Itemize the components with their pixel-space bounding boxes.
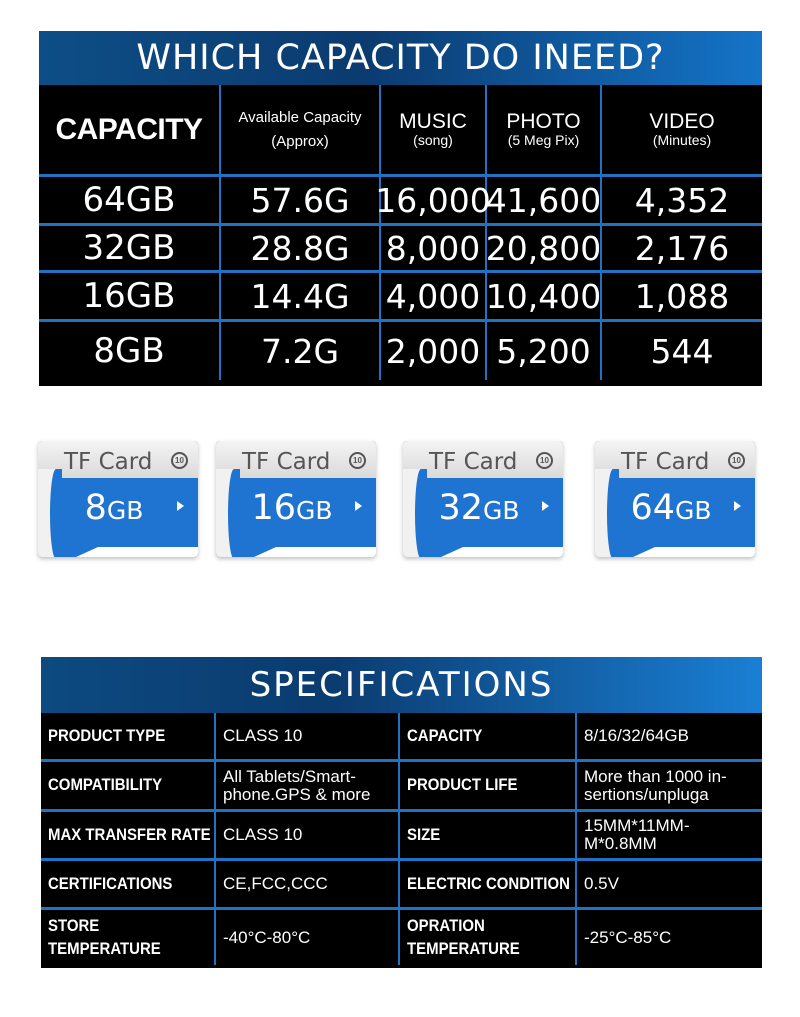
row-capacity: 64GB	[39, 177, 221, 226]
row-available: 28.8G	[221, 226, 381, 273]
row-capacity: 16GB	[39, 273, 221, 322]
card-title: TF Card	[429, 449, 518, 475]
class-10-icon: 10	[536, 452, 553, 469]
row-music: 4,000	[381, 273, 487, 322]
header-photo-main: PHOTO	[506, 110, 581, 134]
spec-value-text: 15MM*11MM-M*0.8MM	[584, 816, 690, 853]
header-available-capacity	[221, 85, 381, 177]
card-size-number: 32	[438, 488, 483, 528]
row-capacity: 8GB	[39, 322, 221, 380]
spec-value-text: CLASS 10	[223, 726, 303, 746]
card-side-stripe	[216, 469, 234, 557]
spec-label	[41, 812, 216, 861]
card-side-stripe	[595, 469, 613, 557]
card-title: TF Card	[64, 449, 153, 475]
card-side-stripe	[38, 469, 56, 557]
spec-value-text: 8/16/32/64GB	[584, 726, 689, 746]
header-photo	[487, 85, 602, 177]
row-video: 4,352	[602, 177, 762, 226]
specifications-grid	[41, 713, 762, 968]
card-notch	[98, 547, 198, 557]
specifications-table	[41, 657, 762, 968]
card-capacity	[58, 488, 170, 528]
card-notch	[463, 547, 563, 557]
row-music: 8,000	[381, 226, 487, 273]
row-available: 14.4G	[221, 273, 381, 322]
spec-value-text: CLASS 10	[223, 825, 303, 845]
card-capacity	[423, 488, 535, 528]
capacity-table	[39, 31, 762, 386]
spec-value	[577, 713, 762, 762]
class-10-icon: 10	[728, 452, 745, 469]
spec-label	[400, 861, 577, 910]
card-size-unit: GB	[296, 496, 333, 525]
arrow-icon	[734, 501, 741, 511]
spec-label-text: PRODUCT LIFE	[407, 775, 518, 795]
header-music-sub: (song)	[413, 132, 453, 149]
spec-value	[577, 762, 762, 812]
row-available: 7.2G	[221, 322, 381, 380]
spec-label	[400, 812, 577, 861]
tf-card-64gb	[595, 441, 755, 557]
spec-value-text: CE,FCC,CCC	[223, 874, 328, 894]
card-size-number: 16	[251, 488, 296, 528]
arrow-icon	[177, 501, 184, 511]
arrow-icon	[355, 501, 362, 511]
card-size-unit: GB	[483, 496, 520, 525]
spec-value-text: -40°C-80°C	[223, 927, 311, 947]
row-video: 544	[650, 331, 714, 371]
header-photo-sub: (5 Meg Pix)	[507, 132, 580, 149]
spec-value	[577, 910, 762, 965]
spec-label	[41, 713, 216, 762]
spec-label-text: PRODUCT TYPE	[48, 725, 166, 745]
card-capacity	[615, 488, 727, 528]
row-photo: 5,200	[487, 322, 602, 380]
row-music: 2,000	[381, 322, 487, 380]
spec-value	[216, 812, 400, 861]
spec-label-text: CERTIFICATIONS	[48, 873, 173, 893]
spec-value-text: -25°C-85°C	[584, 927, 672, 947]
card-notch	[276, 547, 376, 557]
spec-value	[577, 861, 762, 910]
header-video-sub: (Minutes)	[652, 132, 712, 149]
header-video	[602, 85, 762, 177]
spec-label-text: SIZE	[407, 824, 441, 844]
spec-label	[41, 910, 216, 965]
card-size-unit: GB	[106, 496, 144, 525]
spec-value-text: More than 1000 in-sertions/unpluga	[584, 766, 727, 804]
spec-label-text: OPRATION TEMPERATURE	[407, 915, 520, 958]
row-photo: 41,600	[487, 177, 602, 226]
row-music: 16,000	[381, 177, 487, 226]
spec-value	[577, 812, 762, 861]
spec-label	[400, 762, 577, 812]
header-available-sub: (Approx)	[271, 132, 329, 150]
header-video-main: VIDEO	[649, 110, 715, 134]
header-music	[381, 85, 487, 177]
spec-value-text: 0.5V	[584, 874, 619, 894]
row-video: 2,176	[602, 226, 762, 273]
row-capacity: 32GB	[39, 226, 221, 273]
card-size-number: 64	[630, 488, 675, 528]
spec-label	[400, 713, 577, 762]
spec-label	[41, 861, 216, 910]
spec-label-text: CAPACITY	[407, 725, 483, 745]
row-available: 57.6G	[221, 177, 381, 226]
card-size-number: 8	[84, 488, 107, 528]
card-size-unit: GB	[675, 496, 712, 525]
spec-value	[216, 762, 400, 812]
capacity-table-title: WHICH CAPACITY DO INEED?	[39, 31, 762, 85]
arrow-icon	[542, 501, 549, 511]
spec-value	[216, 713, 400, 762]
header-music-main: MUSIC	[399, 110, 467, 134]
row-photo: 20,800	[487, 226, 602, 273]
spec-label	[400, 910, 577, 965]
tf-card-8gb	[38, 441, 198, 557]
card-side-stripe	[403, 469, 421, 557]
class-10-icon: 10	[171, 452, 188, 469]
spec-value	[216, 910, 400, 965]
header-capacity: CAPACITY	[39, 85, 221, 177]
tf-card-16gb	[216, 441, 376, 557]
spec-value	[216, 861, 400, 910]
tf-card-32gb	[403, 441, 563, 557]
row-photo: 10,400	[487, 273, 602, 322]
spec-label-text: COMPATIBILITY	[48, 775, 163, 795]
spec-label-text: MAX TRANSFER RATE	[48, 824, 211, 844]
spec-label-text: STORE TEMPERATURE	[48, 915, 161, 958]
card-title: TF Card	[242, 449, 331, 475]
spec-label	[41, 762, 216, 812]
specifications-title: SPECIFICATIONS	[41, 657, 762, 713]
class-10-icon: 10	[349, 452, 366, 469]
spec-label-text: ELECTRIC CONDITION	[407, 873, 570, 893]
card-title: TF Card	[621, 449, 710, 475]
card-notch	[655, 547, 755, 557]
row-video: 1,088	[602, 273, 762, 322]
spec-value-text: All Tablets/Smart-phone.GPS & more	[223, 766, 371, 804]
capacity-grid	[39, 85, 762, 386]
card-capacity	[236, 488, 348, 528]
header-available-main: Available Capacity	[238, 108, 362, 126]
